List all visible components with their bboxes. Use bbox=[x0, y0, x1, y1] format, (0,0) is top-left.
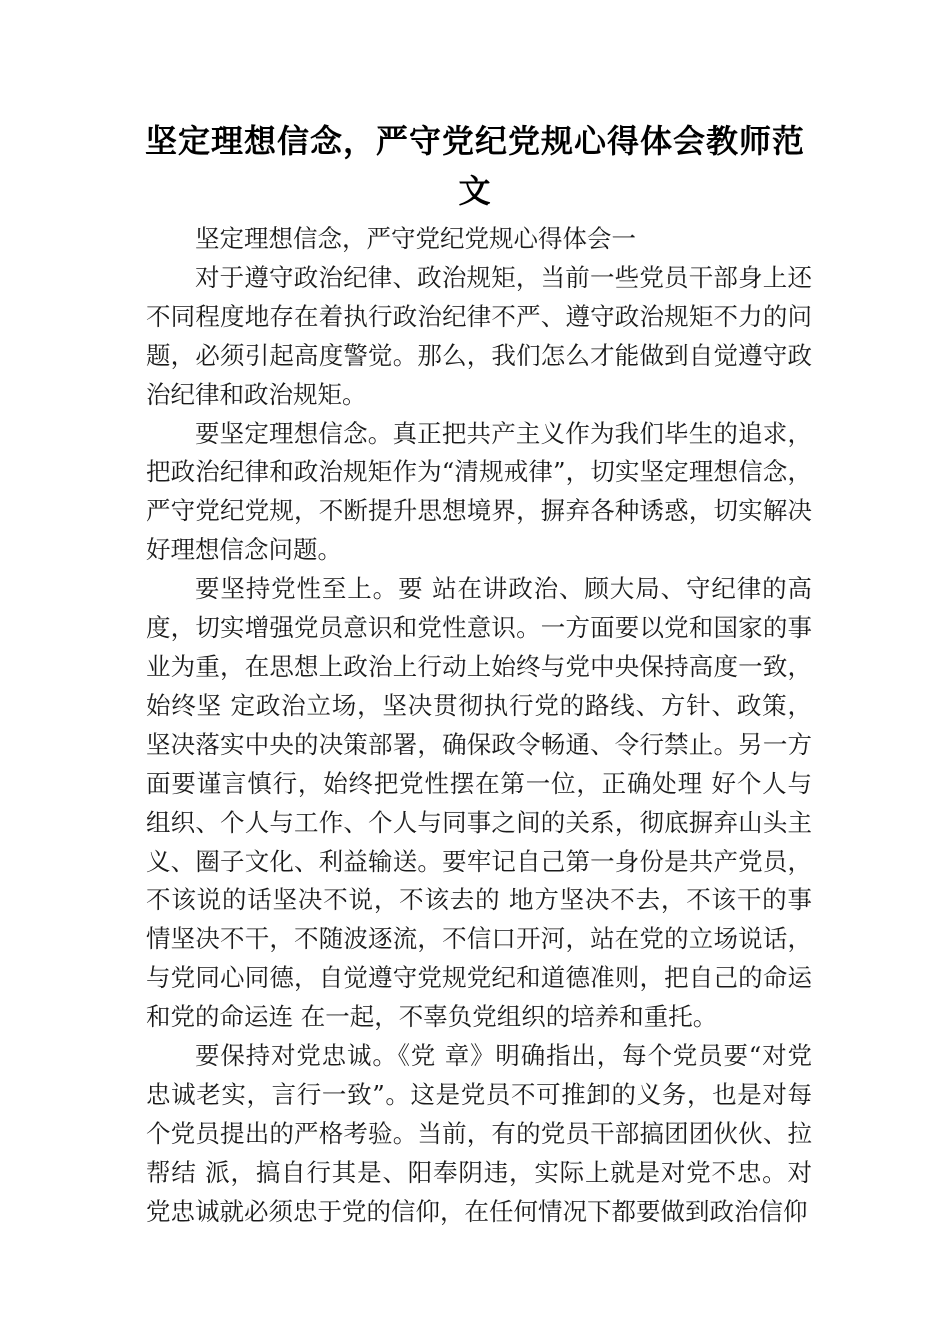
document-body bbox=[146, 220, 812, 1232]
document-title: 坚定理想信念，严守党纪党规心得体会教师范文 bbox=[144, 122, 805, 210]
paragraph: 要坚持党性至上。要 站在讲政治、顾大局、守纪律的高度，切实增强党员意识和党性意识。一方面要以党和国家的事业为重，在思想上政治上行动上始终与党中央保持高度一致，始终坚 定政治立场，坚决贯彻执行党的路线、方针、政策，坚决落实中央的决策部署，确保政令畅通、令行禁止。另一方面要谨言慎行，始终把党性摆在第一位，正确处理 好个人与组织、个人与工作、个人与同事之间的关系，彻底摒弃山头主义、圈子文化、利益输送。要牢记自己第一身份是共产党员，不该说的话坚决不说，不该去的 地方坚决不去，不该干的事情坚决不干，不随波逐流，不信口开河，站在党的立场说话，与党同心同德，自觉遵守党规党纪和道德准则，把自己的命运和党的命运连 在一起，不辜负党组织的培养和重托。 bbox=[146, 574, 812, 1032]
paragraph: 对于遵守政治纪律、政治规矩，当前一些党员干部身上还不同程度地存在着执行政治纪律不严、遵守政治规矩不力的问题，必须引起高度警觉。那么，我们怎么才能做到自觉遵守政治纪律和政治规矩。 bbox=[146, 262, 812, 409]
paragraph-subtitle: 坚定理想信念，严守党纪党规心得体会一 bbox=[195, 224, 636, 253]
paragraph: 要坚定理想信念。真正把共产主义作为我们毕生的追求，把政治纪律和政治规矩作为“清规戒律”，切实坚定理想信念，严守党纪党规，不断提升思想境界，摒弃各种诱惑，切实解决好理想信念问题。 bbox=[146, 418, 812, 565]
paragraph: 要保持对党忠诚。《党 章》明确指出，每个党员要“对党忠诚老实，言行一致”。这是党员不可推卸的义务，也是对每个党员提出的严格考验。当前，有的党员干部搞团团伙伙、拉帮结 派，搞自行其是、阳奉阴违，实际上就是对党不忠。对党忠诚就必须忠于党的信仰，在任何情况下都要做到政治信仰 bbox=[146, 1041, 812, 1226]
